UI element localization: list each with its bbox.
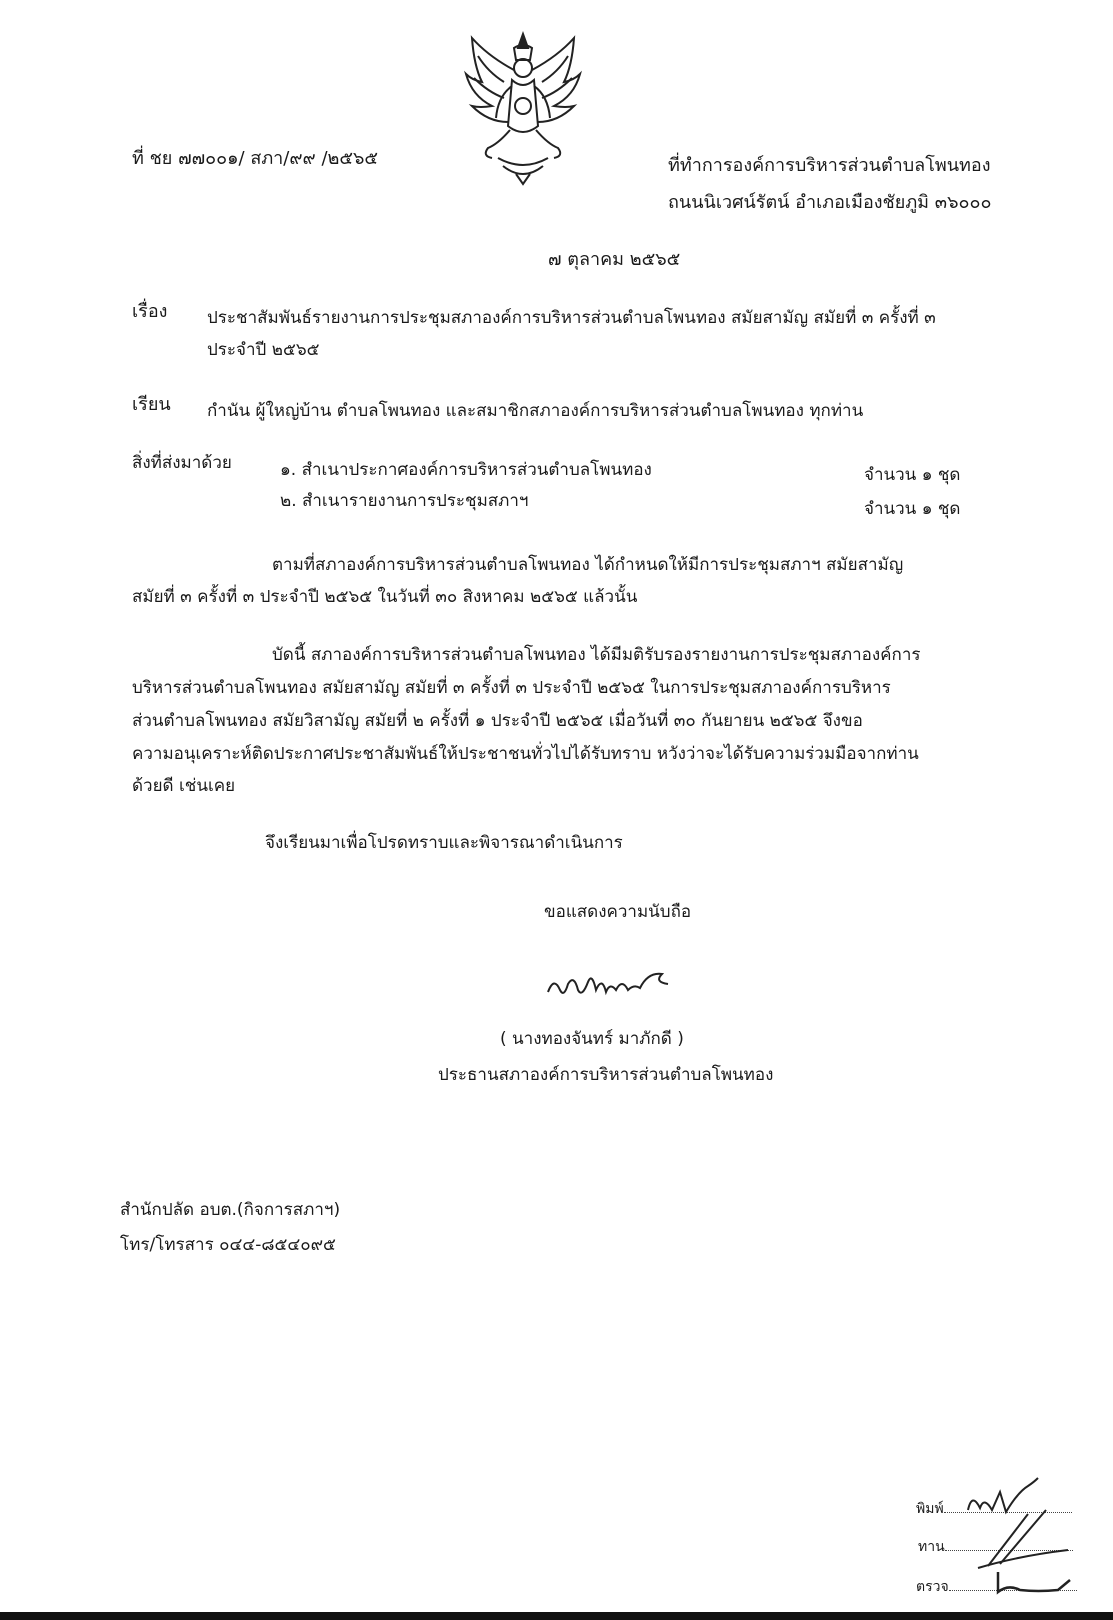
scan-edge — [0, 1612, 1113, 1620]
paragraph-2-line-3: ส่วนตำบลโพนทอง สมัยวิสามัญ สมัยที่ ๒ ครั้งที่ ๑ ประจำปี ๒๕๖๕ เมื่อวันที่ ๓๐ กันยายน ๒๕๖๕ จึงขอ — [132, 711, 863, 731]
signature — [544, 962, 684, 1008]
subject-line2: ประจำปี ๒๕๖๕ — [207, 340, 320, 360]
subject-line1: ประชาสัมพันธ์รายงานการประชุมสภาองค์การบริหารส่วนตำบลโพนทอง สมัยสามัญ สมัยที่ ๓ ครั้งที่ ๓ — [207, 308, 936, 328]
subject-label: เรื่อง — [132, 301, 168, 322]
enclosure-item-2: ๒. สำเนารายงานการประชุมสภาฯ — [280, 491, 529, 511]
paragraph-2-line-1: บัดนี้ สภาองค์การบริหารส่วนตำบลโพนทอง ได้มีมติรับรองรายงานการประชุมสภาองค์การ — [272, 645, 921, 665]
office-address-line2: ถนนนิเวศน์รัตน์ อำเภอเมืองชัยภูมิ ๓๖๐๐๐ — [668, 192, 992, 213]
initial-checked-label: ทาน — [918, 1539, 945, 1555]
signer-name: ( นางทองจันทร์ มาภักดี ) — [500, 1029, 684, 1049]
paragraph-3: จึงเรียนมาเพื่อโปรดทราบและพิจารณาดำเนินการ — [265, 833, 623, 853]
paragraph-1-line-1: ตามที่สภาองค์การบริหารส่วนตำบลโพนทอง ได้กำหนดให้มีการประชุมสภาฯ สมัยสามัญ — [272, 555, 904, 575]
paragraph-2-line-2: บริหารส่วนตำบลโพนทอง สมัยสามัญ สมัยที่ ๓ ครั้งที่ ๓ ประจำปี ๒๕๖๕ ในการประชุมสภาองค์การบริหาร — [132, 678, 891, 698]
garuda-emblem — [458, 26, 588, 186]
enclosure-item-1: ๑. สำเนาประกาศองค์การบริหารส่วนตำบลโพนทอง — [280, 460, 652, 480]
to-label: เรียน — [132, 394, 171, 415]
footer-phone: โทร/โทรสาร ๐๔๔-๘๕๔๐๙๕ — [120, 1235, 336, 1255]
document-number: ที่ ชย ๗๗๐๐๑/ สภา/๙๙ /๒๕๖๕ — [132, 148, 379, 169]
paragraph-1-line-2: สมัยที่ ๓ ครั้งที่ ๓ ประจำปี ๒๕๖๕ ในวันที่ ๓๐ สิงหาคม ๒๕๖๕ แล้วนั้น — [132, 587, 638, 607]
initials-scribble — [958, 1452, 1088, 1602]
enclosure-qty-1: จำนวน ๑ ชุด — [864, 465, 961, 485]
office-address-line1: ที่ทำการองค์การบริหารส่วนตำบลโพนทอง — [668, 155, 991, 176]
document-date: ๗ ตุลาคม ๒๕๖๕ — [548, 249, 681, 270]
enclosure-qty-2: จำนวน ๑ ชุด — [864, 499, 961, 519]
paragraph-2-line-4: ความอนุเคราะห์ติดประกาศประชาสัมพันธ์ให้ประชาชนทั่วไปได้รับทราบ หวังว่าจะได้รับความร่วมมือจากท่าน — [132, 744, 919, 764]
initial-typed-label: พิมพ์ — [916, 1501, 944, 1517]
footer-office: สำนักปลัด อบต.(กิจการสภาฯ) — [120, 1200, 341, 1220]
enclosures-label: สิ่งที่ส่งมาด้วย — [132, 453, 232, 473]
initial-verified-label: ตรวจ — [916, 1579, 949, 1595]
paragraph-2-line-5: ด้วยดี เช่นเคย — [132, 776, 236, 796]
signer-title: ประธานสภาองค์การบริหารส่วนตำบลโพนทอง — [438, 1065, 774, 1085]
closing-regards: ขอแสดงความนับถือ — [544, 902, 692, 922]
to-recipients: กำนัน ผู้ใหญ่บ้าน ตำบลโพนทอง และสมาชิกสภาองค์การบริหารส่วนตำบลโพนทอง ทุกท่าน — [207, 401, 864, 421]
